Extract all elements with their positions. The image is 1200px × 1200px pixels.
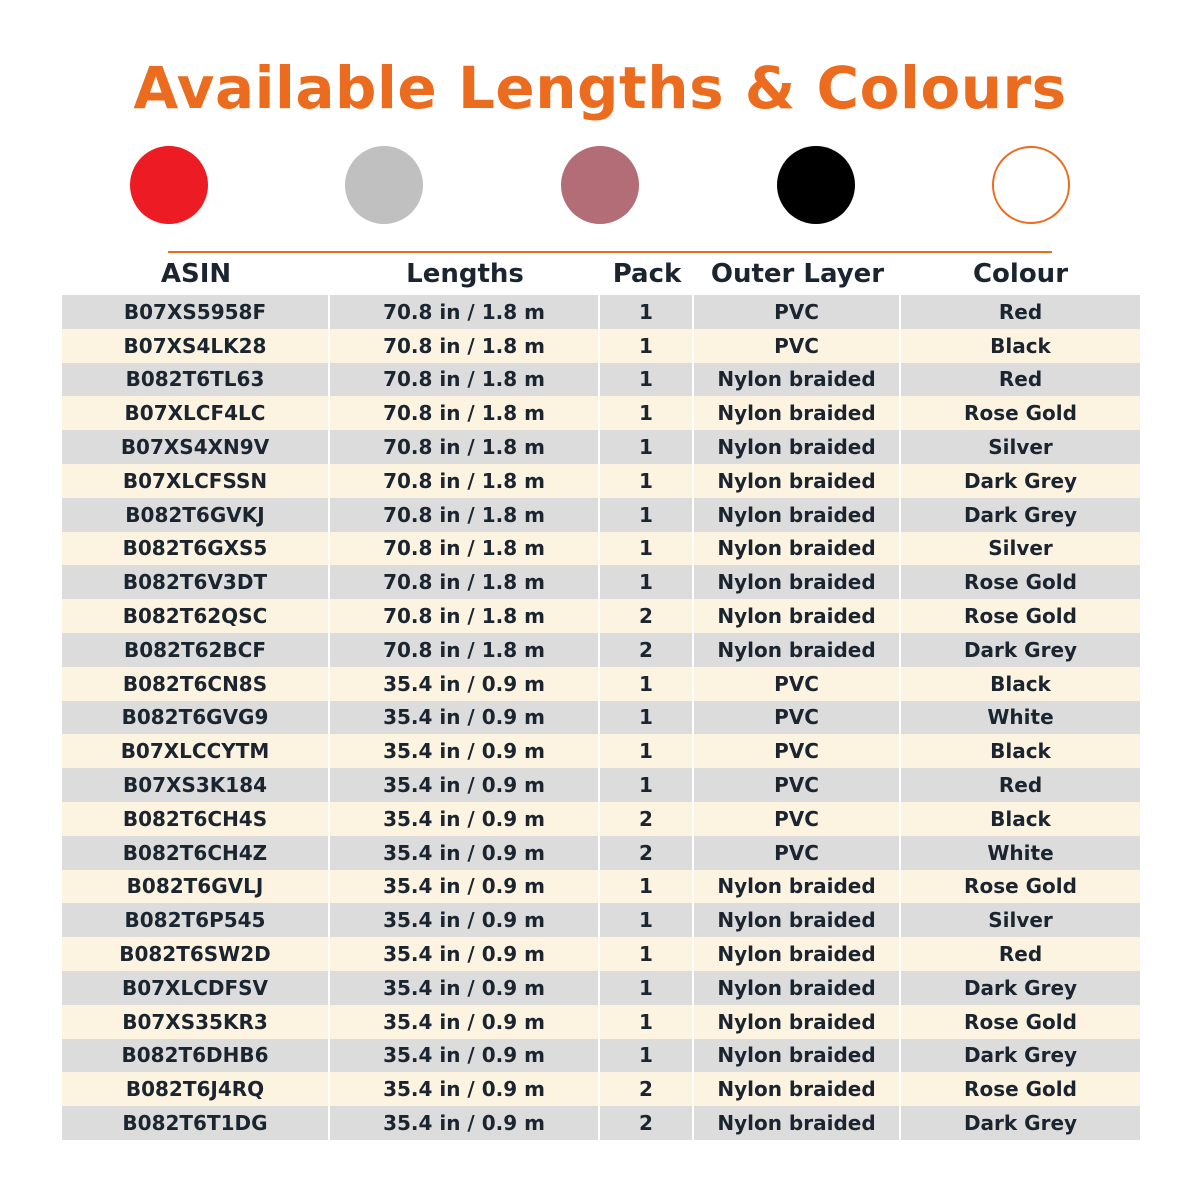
outer-layer-cell: Nylon braided (694, 565, 901, 599)
asin-cell: B082T62QSC (62, 599, 330, 633)
asin-cell: B07XS4XN9V (62, 430, 330, 464)
colour-cell: Rose Gold (901, 599, 1140, 633)
white-swatch (992, 146, 1070, 224)
colour-cell: Dark Grey (901, 633, 1140, 667)
outer-layer-cell: Nylon braided (694, 870, 901, 904)
length-cell: 70.8 in / 1.8 m (330, 430, 600, 464)
outer-layer-cell: Nylon braided (694, 599, 901, 633)
pack-cell: 1 (600, 295, 694, 329)
table-row (62, 464, 1140, 498)
asin-cell: B082T6SW2D (62, 937, 330, 971)
header-colour: Colour (972, 259, 1069, 289)
outer-layer-cell: Nylon braided (694, 396, 901, 430)
outer-layer-cell: Nylon braided (694, 1072, 901, 1106)
asin-cell: B082T6V3DT (62, 565, 330, 599)
table-row (62, 971, 1140, 1005)
table-row (62, 802, 1140, 836)
length-cell: 70.8 in / 1.8 m (330, 599, 600, 633)
colour-cell: Dark Grey (901, 1106, 1140, 1140)
outer-layer-cell: Nylon braided (694, 464, 901, 498)
outer-layer-cell: PVC (694, 802, 901, 836)
pack-cell: 1 (600, 396, 694, 430)
colour-cell: Dark Grey (901, 971, 1140, 1005)
colour-cell: Rose Gold (901, 1072, 1140, 1106)
asin-cell: B07XS5958F (62, 295, 330, 329)
colour-cell: Black (901, 802, 1140, 836)
colour-cell: Black (901, 667, 1140, 701)
outer-layer-cell: Nylon braided (694, 937, 901, 971)
outer-layer-cell: PVC (694, 768, 901, 802)
table-row (62, 633, 1140, 667)
outer-layer-cell: Nylon braided (694, 1039, 901, 1073)
header-asin: ASIN (160, 259, 232, 289)
pack-cell: 1 (600, 768, 694, 802)
pack-cell: 1 (600, 498, 694, 532)
pack-cell: 1 (600, 701, 694, 735)
outer-layer-cell: Nylon braided (694, 1106, 901, 1140)
pack-cell: 1 (600, 667, 694, 701)
length-cell: 35.4 in / 0.9 m (330, 802, 600, 836)
colour-cell: Rose Gold (901, 396, 1140, 430)
rose-gold-swatch (561, 146, 639, 224)
length-cell: 35.4 in / 0.9 m (330, 1005, 600, 1039)
black-swatch (777, 146, 855, 224)
length-cell: 35.4 in / 0.9 m (330, 701, 600, 735)
pack-cell: 2 (600, 1072, 694, 1106)
pack-cell: 2 (600, 802, 694, 836)
silver-swatch (345, 146, 423, 224)
length-cell: 35.4 in / 0.9 m (330, 1072, 600, 1106)
pack-cell: 1 (600, 903, 694, 937)
table-row (62, 430, 1140, 464)
length-cell: 35.4 in / 0.9 m (330, 836, 600, 870)
outer-layer-cell: PVC (694, 295, 901, 329)
length-cell: 70.8 in / 1.8 m (330, 396, 600, 430)
table-row (62, 1039, 1140, 1073)
table-row (62, 667, 1140, 701)
table-row (62, 870, 1140, 904)
table-body (62, 295, 1140, 1140)
asin-cell: B082T6GXS5 (62, 532, 330, 566)
pack-cell: 1 (600, 971, 694, 1005)
outer-layer-cell: PVC (694, 836, 901, 870)
colour-cell: White (901, 701, 1140, 735)
table-row (62, 329, 1140, 363)
table-row (62, 599, 1140, 633)
length-cell: 35.4 in / 0.9 m (330, 903, 600, 937)
pack-cell: 1 (600, 329, 694, 363)
table-row (62, 701, 1140, 735)
asin-cell: B07XLCCYTM (62, 734, 330, 768)
colour-cell: Rose Gold (901, 1005, 1140, 1039)
pack-cell: 1 (600, 464, 694, 498)
length-cell: 35.4 in / 0.9 m (330, 768, 600, 802)
length-cell: 35.4 in / 0.9 m (330, 667, 600, 701)
pack-cell: 1 (600, 937, 694, 971)
length-cell: 70.8 in / 1.8 m (330, 363, 600, 397)
asin-cell: B082T62BCF (62, 633, 330, 667)
pack-cell: 2 (600, 633, 694, 667)
colour-cell: White (901, 836, 1140, 870)
pack-cell: 1 (600, 430, 694, 464)
table-row (62, 1072, 1140, 1106)
asin-cell: B082T6GVLJ (62, 870, 330, 904)
length-cell: 35.4 in / 0.9 m (330, 971, 600, 1005)
outer-layer-cell: Nylon braided (694, 498, 901, 532)
table-row (62, 1005, 1140, 1039)
table-row (62, 396, 1140, 430)
colour-swatches (0, 146, 1200, 226)
asin-cell: B07XS35KR3 (62, 1005, 330, 1039)
asin-cell: B082T6CH4Z (62, 836, 330, 870)
colour-cell: Red (901, 295, 1140, 329)
asin-cell: B082T6CN8S (62, 667, 330, 701)
colour-cell: Silver (901, 532, 1140, 566)
asin-cell: B07XLCFSSN (62, 464, 330, 498)
asin-cell: B082T6GVKJ (62, 498, 330, 532)
table-row (62, 836, 1140, 870)
asin-cell: B07XLCF4LC (62, 396, 330, 430)
outer-layer-cell: Nylon braided (694, 903, 901, 937)
colour-cell: Red (901, 363, 1140, 397)
pack-cell: 2 (600, 836, 694, 870)
table-row (62, 937, 1140, 971)
asin-cell: B082T6J4RQ (62, 1072, 330, 1106)
table-row (62, 565, 1140, 599)
header-pack: Pack (612, 259, 682, 289)
table-row (62, 1106, 1140, 1140)
asin-cell: B07XLCDFSV (62, 971, 330, 1005)
length-cell: 35.4 in / 0.9 m (330, 734, 600, 768)
pack-cell: 1 (600, 363, 694, 397)
asin-cell: B082T6CH4S (62, 802, 330, 836)
length-cell: 35.4 in / 0.9 m (330, 1106, 600, 1140)
outer-layer-cell: PVC (694, 734, 901, 768)
pack-cell: 1 (600, 565, 694, 599)
colour-cell: Silver (901, 430, 1140, 464)
table-row (62, 498, 1140, 532)
length-cell: 70.8 in / 1.8 m (330, 295, 600, 329)
outer-layer-cell: Nylon braided (694, 971, 901, 1005)
header-lengths: Lengths (406, 259, 524, 289)
page-title: Available Lengths & Colours (133, 54, 1067, 122)
outer-layer-cell: Nylon braided (694, 363, 901, 397)
table-row (62, 363, 1140, 397)
length-cell: 35.4 in / 0.9 m (330, 937, 600, 971)
asin-cell: B082T6GVG9 (62, 701, 330, 735)
pack-cell: 1 (600, 1005, 694, 1039)
length-cell: 70.8 in / 1.8 m (330, 329, 600, 363)
outer-layer-cell: PVC (694, 329, 901, 363)
asin-cell: B07XS4LK28 (62, 329, 330, 363)
length-cell: 70.8 in / 1.8 m (330, 464, 600, 498)
length-cell: 35.4 in / 0.9 m (330, 1039, 600, 1073)
outer-layer-cell: PVC (694, 667, 901, 701)
outer-layer-cell: Nylon braided (694, 532, 901, 566)
colour-cell: Dark Grey (901, 498, 1140, 532)
header-divider (168, 251, 1052, 253)
asin-cell: B07XS3K184 (62, 768, 330, 802)
outer-layer-cell: Nylon braided (694, 1005, 901, 1039)
outer-layer-cell: Nylon braided (694, 633, 901, 667)
length-cell: 70.8 in / 1.8 m (330, 532, 600, 566)
colour-cell: Dark Grey (901, 1039, 1140, 1073)
pack-cell: 1 (600, 1039, 694, 1073)
asin-cell: B082T6P545 (62, 903, 330, 937)
colour-cell: Red (901, 768, 1140, 802)
header-outer-layer: Outer Layer (710, 259, 885, 289)
outer-layer-cell: Nylon braided (694, 430, 901, 464)
colour-cell: Black (901, 734, 1140, 768)
pack-cell: 2 (600, 599, 694, 633)
asin-cell: B082T6TL63 (62, 363, 330, 397)
colour-cell: Rose Gold (901, 870, 1140, 904)
colour-cell: Rose Gold (901, 565, 1140, 599)
asin-cell: B082T6DHB6 (62, 1039, 330, 1073)
asin-cell: B082T6T1DG (62, 1106, 330, 1140)
red-swatch (130, 146, 208, 224)
table-row (62, 768, 1140, 802)
length-cell: 70.8 in / 1.8 m (330, 633, 600, 667)
table-row (62, 903, 1140, 937)
length-cell: 70.8 in / 1.8 m (330, 565, 600, 599)
pack-cell: 1 (600, 870, 694, 904)
table-row (62, 734, 1140, 768)
colour-cell: Dark Grey (901, 464, 1140, 498)
colour-cell: Black (901, 329, 1140, 363)
length-cell: 35.4 in / 0.9 m (330, 870, 600, 904)
table-row (62, 532, 1140, 566)
table-row (62, 295, 1140, 329)
table-header (62, 255, 1140, 293)
pack-cell: 1 (600, 734, 694, 768)
outer-layer-cell: PVC (694, 701, 901, 735)
colour-cell: Silver (901, 903, 1140, 937)
pack-cell: 1 (600, 532, 694, 566)
length-cell: 70.8 in / 1.8 m (330, 498, 600, 532)
colour-cell: Red (901, 937, 1140, 971)
pack-cell: 2 (600, 1106, 694, 1140)
